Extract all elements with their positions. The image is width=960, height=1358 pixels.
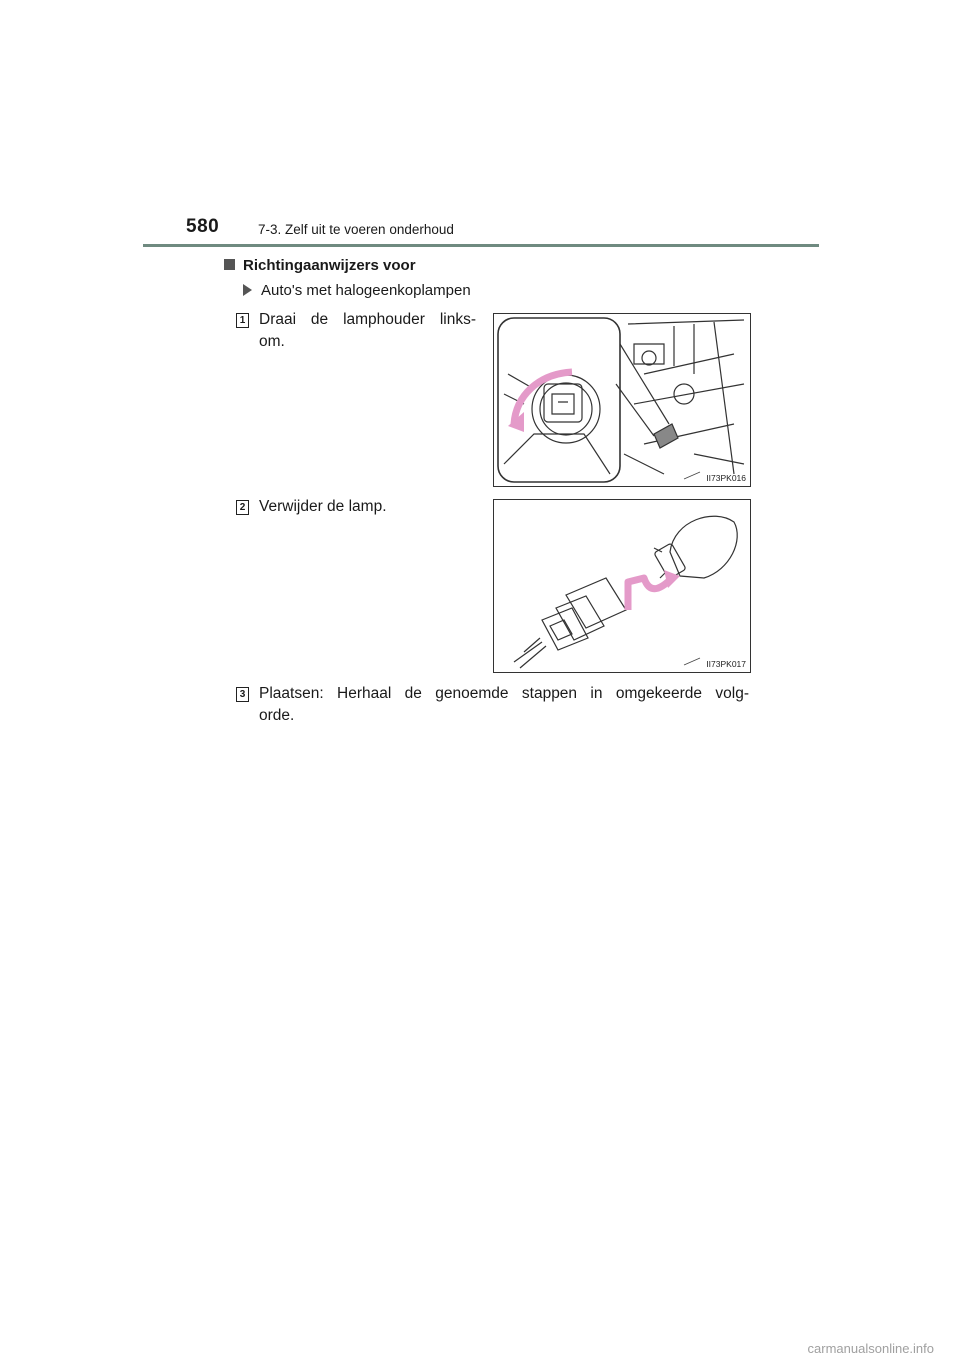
step-2-badge: 2	[236, 500, 249, 515]
subheading	[243, 282, 471, 299]
step-1-text-line2: om.	[259, 333, 285, 350]
square-bullet-icon	[224, 259, 235, 270]
triangle-bullet-icon	[243, 284, 252, 296]
figure-lamp-holder	[493, 313, 751, 487]
step-1-text-line1: Draai de lamphouder links-	[259, 311, 476, 328]
step-3-text-line2: orde.	[259, 707, 295, 724]
step-2-text: Verwijder de lamp.	[259, 498, 387, 515]
figure-code: II73PK017	[706, 659, 746, 669]
lamp-holder-illustration	[494, 314, 750, 486]
header-divider	[143, 244, 819, 247]
step-3-text-line1: Plaatsen: Herhaal de genoemde stappen in omgekeerde volg-	[259, 685, 749, 702]
figure-remove-bulb	[493, 499, 751, 673]
section-heading	[224, 257, 416, 274]
heading-text: Richtingaanwijzers voor	[243, 257, 416, 274]
section-title: 7-3. Zelf uit te voeren onderhoud	[258, 222, 454, 237]
bulb-removal-illustration	[494, 500, 750, 672]
step-3-badge: 3	[236, 687, 249, 702]
watermark: carmanualsonline.info	[807, 1341, 934, 1356]
page-number: 580	[186, 216, 220, 237]
subheading-text: Auto's met halogeenkoplampen	[261, 282, 471, 299]
figure-code: II73PK016	[706, 473, 746, 483]
step-1-badge: 1	[236, 313, 249, 328]
